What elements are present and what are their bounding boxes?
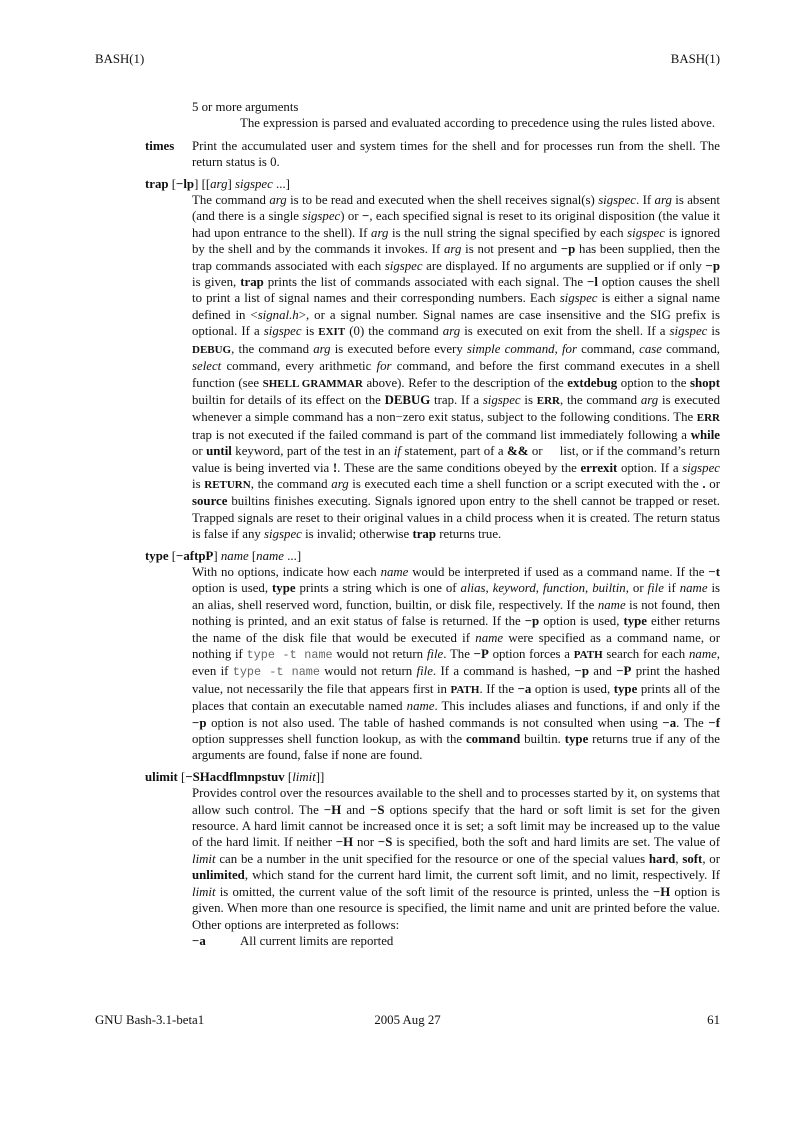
footer-left: GNU Bash-3.1-beta1 — [95, 1013, 205, 1027]
five-args-label: 5 or more arguments — [192, 100, 299, 114]
times-entry — [145, 138, 720, 171]
option-a-flag: −a — [192, 933, 206, 948]
trap-sigspec: sigspec — [235, 176, 273, 191]
man-page-content — [145, 99, 720, 949]
footer-center: 2005 Aug 27 — [374, 1013, 441, 1027]
ulimit-description: Provides control over the resources available to the shell and to processes started by it, on systems that allow such control. The −H and −S options specify that the hard or soft limit is set for the given resource. A hard limit cannot be increased once it is set; a soft limit may be increased up to the value of the hard limit. If neither −H nor −S is specified, both the soft and hard limits are set. The value of limit can be a number in the unit specified for the resource or one of the special values hard, soft, or unlimited, which stand for the current hard limit, the current soft limit, and no limit, respectively. If limit is omitted, the current value of the soft limit of the resource is printed, unless the −H option is given. When more than one resource is specified, the limit name and unit are printed before the value. Other options are interpreted as follows: — [192, 786, 721, 932]
ulimit-arg: limit — [292, 769, 316, 784]
trap-options: −lp — [176, 176, 195, 191]
type-name: type — [145, 548, 169, 563]
page-header — [95, 51, 720, 68]
header-right: BASH(1) — [670, 52, 720, 66]
ulimit-option-a — [192, 933, 720, 949]
type-synopsis: type [−aftpP] name [name ...] — [145, 548, 302, 563]
trap-synopsis: trap [−lp] [[arg] sigspec ...] — [145, 176, 290, 191]
type-code-2: type -t name — [232, 665, 320, 680]
type-description: With no options, indicate how each name would be interpreted if used as a command name. If the −t option is used, type prints a string which is one of alias, keyword, function, builtin, or file if name is an alias, shell reserved word, function, builtin, or disk file, respectively. If the name is not found, then nothing is printed, and an exit status of false is returned. If the −p option is used, type either returns the name of the disk file that would be executed if name were specified as a command name, or nothing if type -t name would not return file. The −P option forces a PATH search for each name, even if type -t name would not return file. If a command is hashed, −p and −P print the hashed value, not necessarily the file that appears first in PATH. If the −a option is used, type prints all of the places that contain an executable named name. This includes aliases and functions, if and only if the −p option is not also used. The table of hashed commands is not consulted when using −a. The −f option suppresses shell function lookup, as with the command builtin. type returns true if any of the arguments are found, false if none are found. — [192, 564, 721, 763]
times-name: times — [145, 138, 175, 153]
header-left: BASH(1) — [95, 52, 145, 66]
five-args-text: The expression is parsed and evaluated according to precedence using the rules listed above. — [240, 116, 716, 131]
type-options: −aftpP — [176, 548, 214, 563]
trap-arg: arg — [210, 176, 228, 191]
page-footer — [95, 1012, 720, 1029]
ulimit-name: ulimit — [145, 769, 178, 784]
ulimit-synopsis: ulimit [−SHacdflmnpstuv [limit]] — [145, 769, 325, 784]
ulimit-options: −SHacdflmnpstuv — [185, 769, 285, 784]
option-a-desc: All current limits are reported — [240, 933, 394, 948]
footer-right: 61 — [707, 1013, 720, 1027]
trap-description: The command arg is to be read and executed when the shell receives signal(s) sigspec. If arg is absent (and there is a single sigspec) or −, each specified signal is reset to its original disposition (the value it had upon entrance to the shell). If arg is the null string the signal specified by each sigspec is ignored by the shell and by the commands it invokes. If arg is not present and −p has been supplied, then the trap commands associated with each sigspec are displayed. If no arguments are supplied or if only −p is given, trap prints the list of commands associated with each signal. The −l option causes the shell to print a list of signal names and their corresponding numbers. Each sigspec is either a signal name defined in <signal.h>, or a signal number. Signal names are case insensitive and the SIG prefix is optional. If a sigspec is EXIT (0) the command arg is executed on exit from the shell. If a sigspec is DEBUG, the command arg is executed before every simple command, for command, case command, select command, every arithmetic for command, and before the first command executes in a shell function (see SHELL GRAMMAR above). Refer to the description of the extdebug option to the shopt builtin for details of its effect on the DEBUG trap. If a sigspec is ERR, the command arg is executed whenever a simple command has a non−zero exit status, subject to the following conditions. The ERR trap is not executed if the failed command is part of the command list immediately following a while or until keyword, part of the test in an if statement, part of a && or list, or if the command’s return value is being inverted via !. These are the same conditions obeyed by the errexit option. If a sigspec is RETURN, the command arg is executed each time a shell function or a script executed with the . or source builtins finishes executing. Signals ignored upon entry to the shell cannot be trapped or reset. Trapped signals are reset to their original values in a child process when it is created. The return status is false if any sigspec is invalid; otherwise trap returns true. — [192, 193, 721, 542]
type-code-1: type -t name — [246, 648, 333, 662]
times-text: Print the accumulated user and system times for the shell and for processes run from the shell. The return status is 0. — [192, 138, 720, 170]
type-arg: name — [220, 548, 249, 563]
trap-name: trap — [145, 176, 169, 191]
